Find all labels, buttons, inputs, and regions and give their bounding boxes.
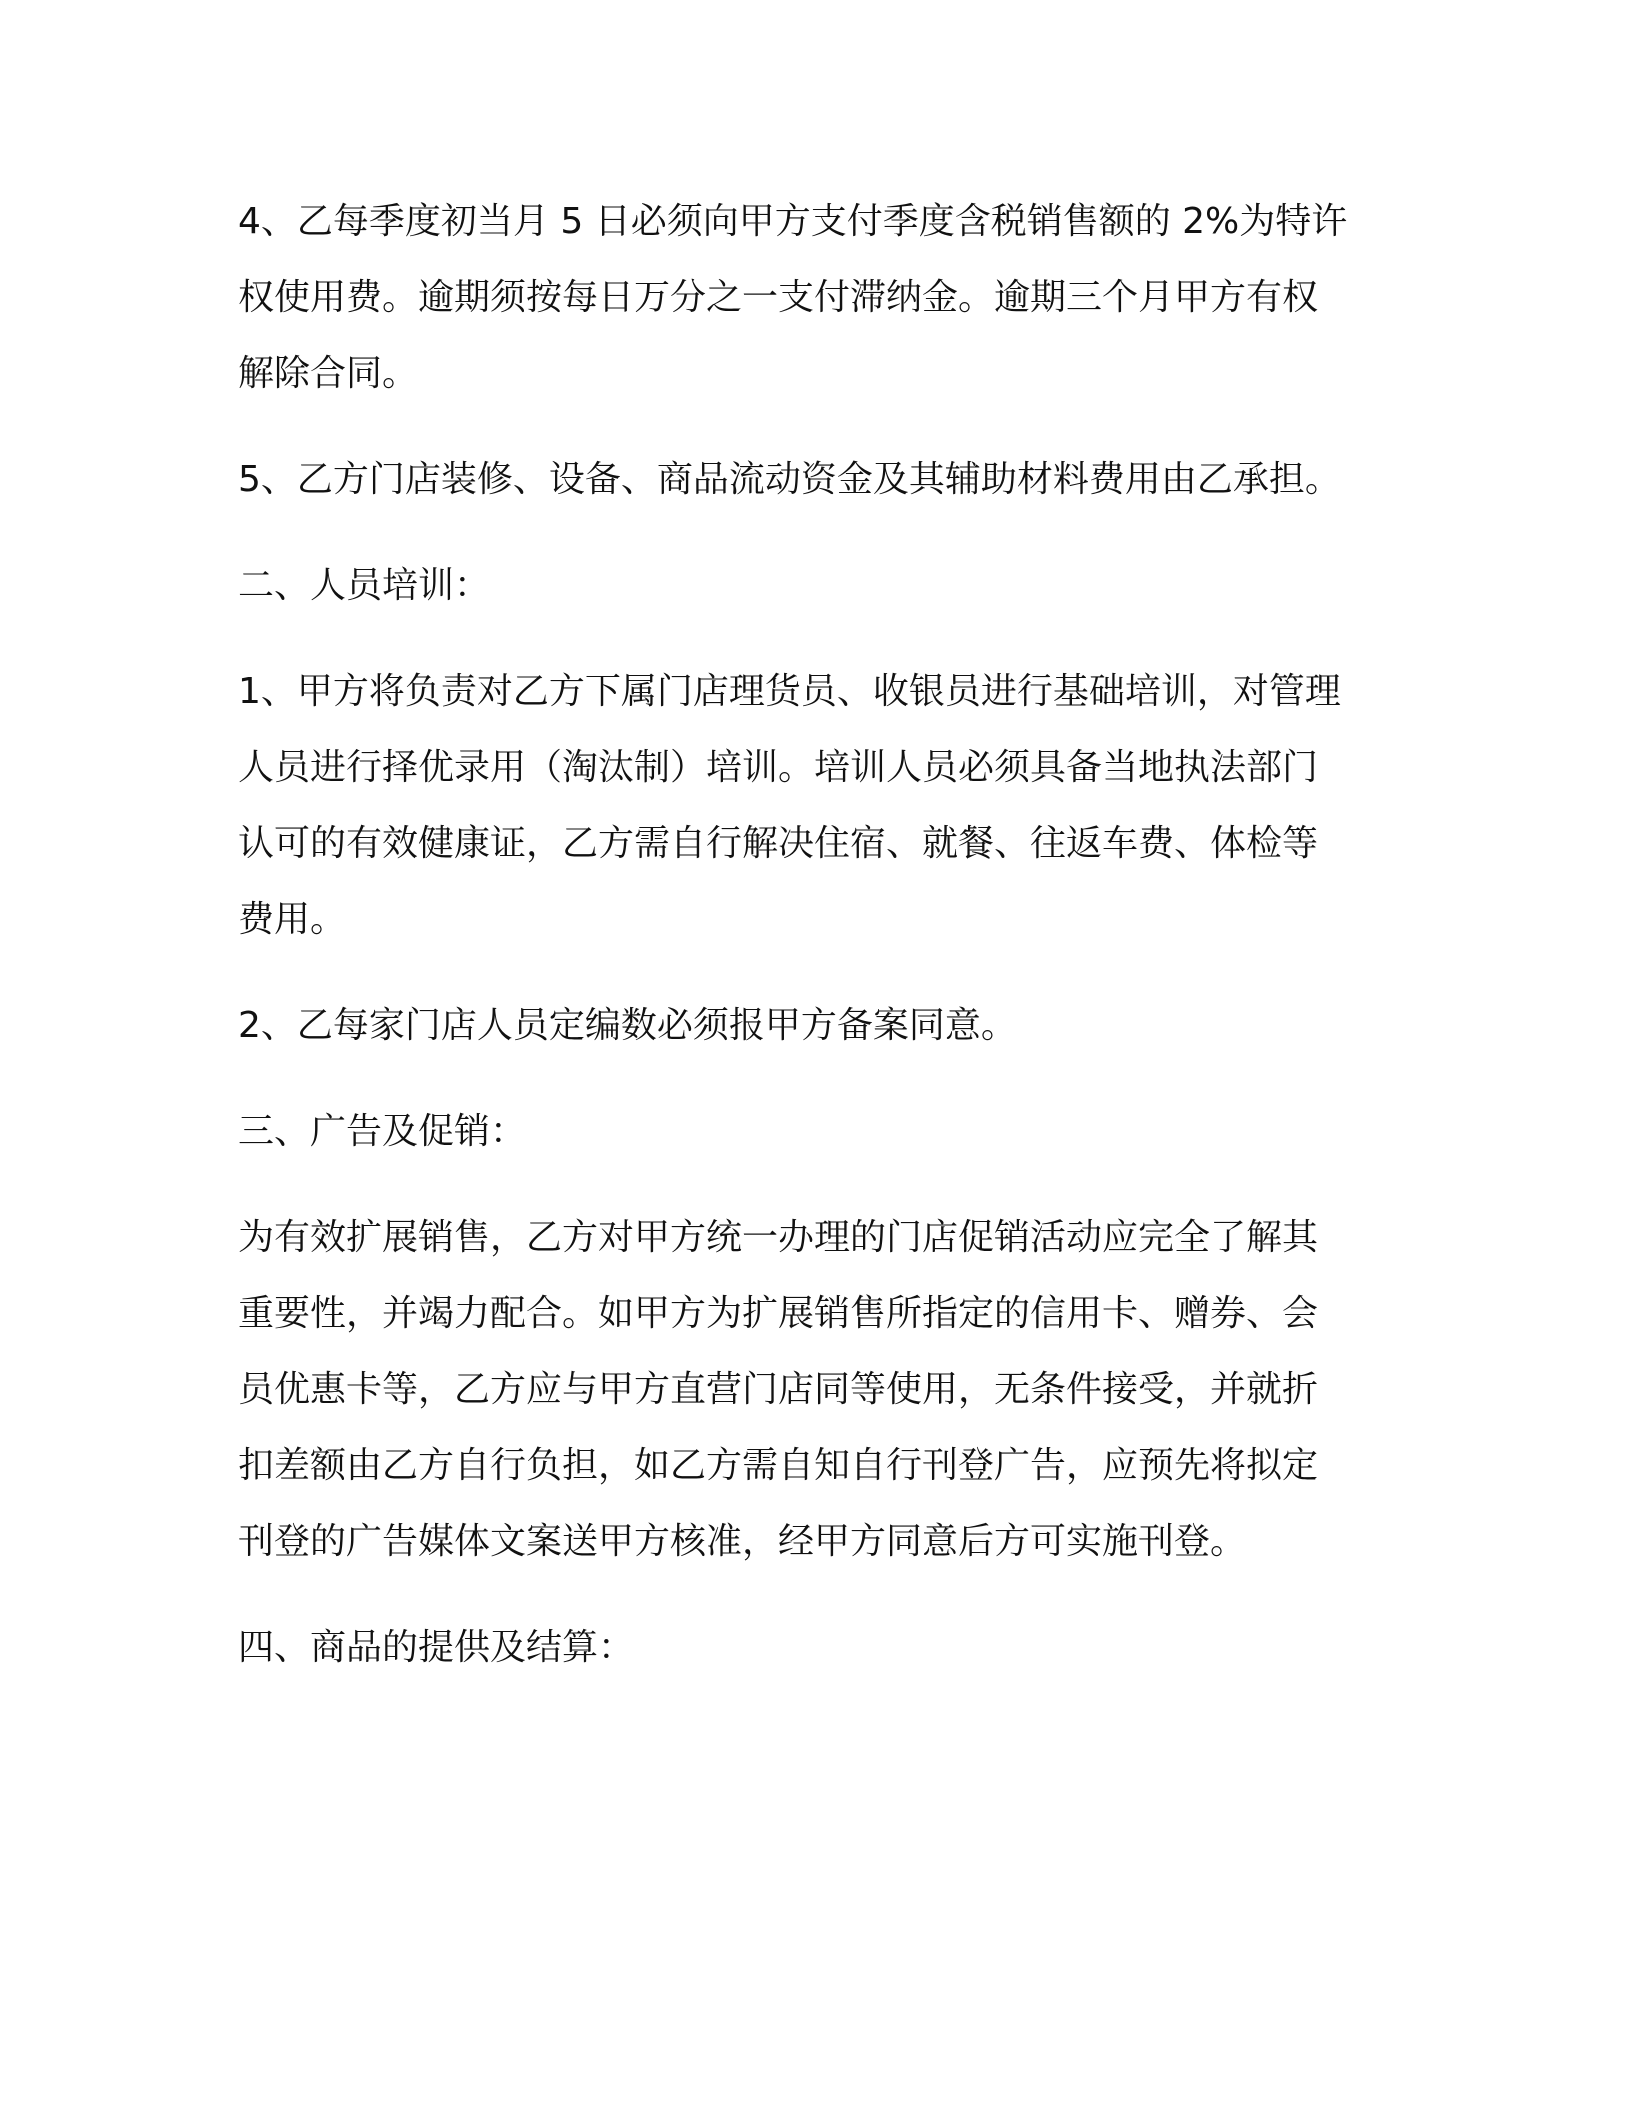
- clause-4-line: 4、乙每季度初当月 5 日必须向甲方支付季度含税销售额的 2%为特许: [238, 201, 1348, 242]
- section-3-heading: 三、广告及促销：: [238, 1111, 527, 1152]
- section-4-heading: 四、商品的提供及结算：: [238, 1627, 635, 1668]
- clause-4-line: 解除合同。: [238, 353, 419, 394]
- section-2-item-1-line: 认可的有效健康证，乙方需自行解决住宿、就餐、往返车费、体检等: [238, 823, 1319, 864]
- document-body: [238, 184, 1388, 1686]
- section-3-body: [238, 1200, 1388, 1580]
- section-3-body-line: 刊登的广告媒体文案送甲方核准，经甲方同意后方可实施刊登。: [238, 1521, 1247, 1562]
- section-2-item-1-line: 费用。: [238, 899, 347, 940]
- clause-4: [238, 184, 1388, 412]
- clause-5: [238, 442, 1388, 518]
- section-2-item-2-line: 2、乙每家门店人员定编数必须报甲方备案同意。: [238, 1005, 1017, 1046]
- section-2-item-1-line: 人员进行择优录用（淘汰制）培训。培训人员必须具备当地执法部门: [238, 747, 1319, 788]
- section-2-item-1-line: 1、甲方将负责对乙方下属门店理货员、收银员进行基础培训，对管理: [238, 671, 1341, 712]
- section-3-body-line: 重要性，并竭力配合。如甲方为扩展销售所指定的信用卡、赠券、会: [238, 1293, 1319, 1334]
- section-2-item-2: [238, 988, 1388, 1064]
- section-3-body-line: 扣差额由乙方自行负担，如乙方需自知自行刊登广告，应预先将拟定: [238, 1445, 1319, 1486]
- clause-4-line: 权使用费。逾期须按每日万分之一支付滞纳金。逾期三个月甲方有权: [238, 277, 1319, 318]
- section-3-body-line: 员优惠卡等，乙方应与甲方直营门店同等使用，无条件接受，并就折: [238, 1369, 1319, 1410]
- section-2-item-1: [238, 654, 1388, 958]
- clause-5-line: 5、乙方门店装修、设备、商品流动资金及其辅助材料费用由乙承担。: [238, 459, 1341, 500]
- section-2-heading: 二、人员培训：: [238, 565, 491, 606]
- section-3-body-line: 为有效扩展销售，乙方对甲方统一办理的门店促销活动应完全了解其: [238, 1217, 1319, 1258]
